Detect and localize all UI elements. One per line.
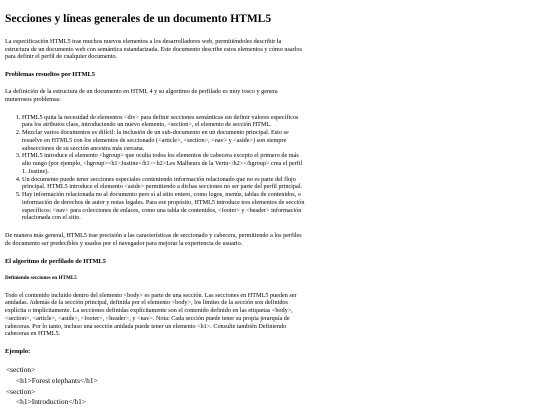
example-heading: Ejemplo: <box>5 348 31 356</box>
list-item: 4. Un documento puede tener secciones especiales conteniendo información relacionado que no es parte del flujo principal. HTML5 introduce el elemento <aside> permitiendo a dichas secciones no ser parte del perfil principal. <box>22 176 305 192</box>
code-line: <h1>Forest elephants</h1> <box>16 375 98 385</box>
list-item: 3. HTML5 introduce el elemento <hgroup> que oculta todos los elementos de cabecera excepto el primero de más alto rango (por ejemplo, <hgroup><h1>Justine</h1><h2>Les Malheurs de la Vertu</h2></hgroup> crea el perfil 1. Justine). <box>22 152 305 175</box>
problems-heading: Problemas resueltos por HTML5 <box>5 71 95 79</box>
list-item: 1. HTML5 quita la necesidad de elementos <div> para definir secciones semánticas sin definir valores específicos para los atributos class, introduciendo un nuevo elemento, <section>, el elemento de sección HTML. <box>22 114 305 130</box>
list-item: 5. Hay información relacionada no al documento pero sí al sitio entero, como logos, menús, tablas de contenidos, o información de derechos de autor y notas legales. Para ese propósito, HTML5 introduce tres elementos de sección específicos: <nav> para colecciones de enlaces, como una tabla de contenidos, <footer> y <header> información relacionada con el sitio. <box>22 191 305 222</box>
code-line: <section> <box>6 365 36 375</box>
code-line: <h1>Introduction</h1> <box>16 397 87 407</box>
list-item: 2. Mezclar varios documentos es difícil: la inclusión de un sub-documento en un documento principal. Esto se resuelve en HTML5 con los elementos de seccionado (<article>, <section>, <nav> y <aside>) son siempre subsecciones de su sección ancestra más cercana. <box>22 129 305 152</box>
summary-paragraph: De manera más general, HTML5 trae precisión a las características de seccionado y cabecera, permitiendo a los perfiles de documento ser predecibles y usados por el navegador para mejorar la experiencia de usuario. <box>5 232 302 247</box>
defining-sections-heading: Definiendo secciones en HTML5 <box>5 274 77 281</box>
intro-paragraph: La especificación HTML5 trae muchos nuevos elementos a los desarrolladores web, permitiéndoles describir la estructura de un documento web con semántica estandarizada. Este documento describe estos elementos y cómo usarlos para definir el perfil de cualquier documento. <box>5 37 302 61</box>
code-line: <section> <box>6 386 36 396</box>
problems-intro-paragraph: La definición de la estructura de un documento en HTML 4 y su algoritmo de perfilado es muy tosco y genera numerosos problemas: <box>5 88 278 103</box>
problems-list <box>5 114 305 223</box>
defining-sections-paragraph: Todo el contenido incluido dentro del elemento <body> es parte de una sección. Las secciones en HTML5 pueden ser anidadas. Además de la sección principal, definida por el elemento <body>, los límites de la sección son definidos explícita o implícitamente. La secciones definidas explícitamente son el contenido definido en las etiquetas <body>, <section>, <article>, <aside>, <footer>, <header>, y <nav>. Nota: Cada sección puede tener su propia jerarquía de cabeceras. Por lo tanto, incluso una sección anidada puede tener un elemento <h1>. Consulte también Definiendo cabeceras en HTML5. <box>5 291 297 338</box>
page-title: Secciones y líneas generales de un documento HTML5 <box>5 13 272 25</box>
algorithm-heading: El algoritmo de perfilado de HTML5 <box>5 257 107 265</box>
code-example <box>6 365 305 408</box>
